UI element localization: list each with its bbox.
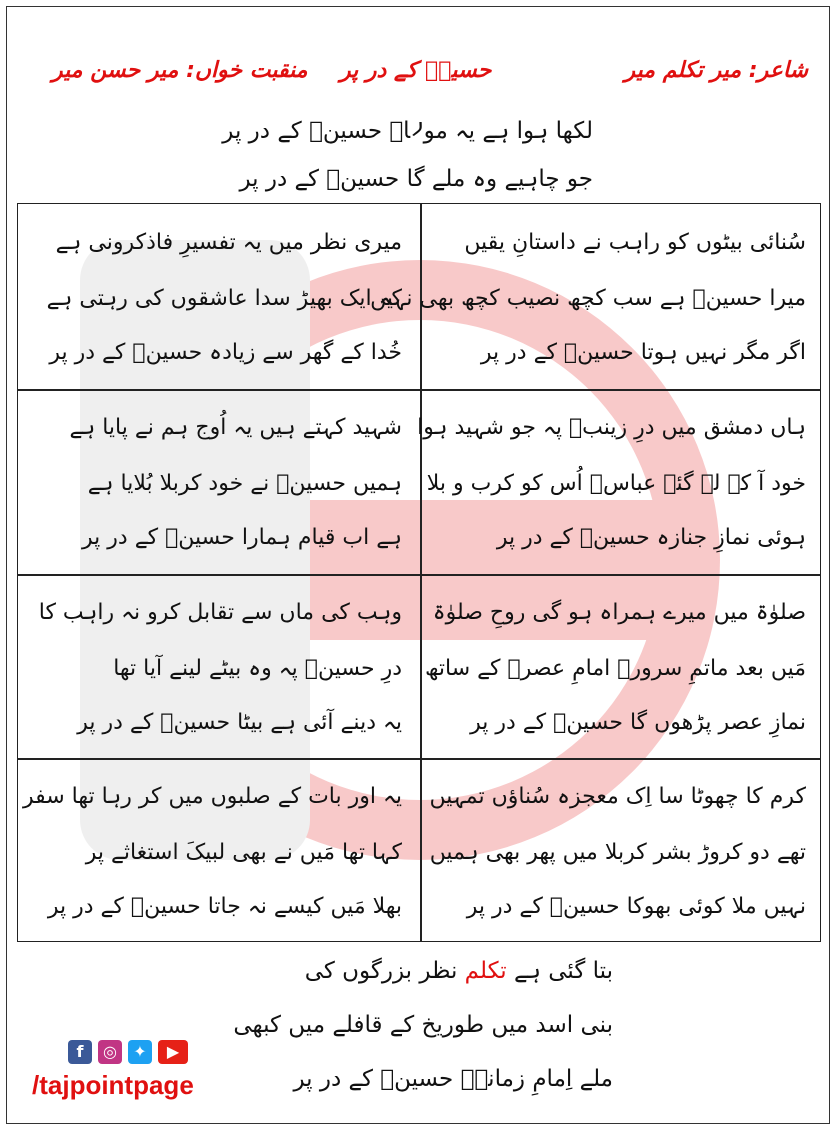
verse-grid bbox=[17, 203, 821, 942]
verse-line: درِ حسینؑ پہ وہ بیٹے لینے آیا تھا bbox=[113, 656, 402, 681]
verse-line: میری نظر میں یہ تفسیرِ فاذکرونی ہے bbox=[55, 230, 402, 255]
verse-line: شہید کہتے ہیں یہ اُوج ہم نے پایا ہے bbox=[69, 415, 402, 440]
instagram-icon[interactable]: ◎ bbox=[98, 1040, 122, 1064]
verse-line: کہا تھا مَیں نے بھی لبیکَ استغاثے پر bbox=[85, 840, 402, 865]
facebook-icon[interactable]: f bbox=[68, 1040, 92, 1064]
social-icons bbox=[68, 1040, 188, 1064]
verse-line: وہب کی ماں سے تقابل کرو نہ راہب کا bbox=[38, 600, 402, 625]
page-title: حسینؑ کے در پر bbox=[340, 58, 492, 83]
youtube-icon[interactable]: ▶ bbox=[158, 1040, 188, 1064]
row-divider bbox=[18, 574, 820, 576]
column-divider bbox=[420, 204, 422, 941]
row-divider bbox=[18, 758, 820, 760]
poet-credit: شاعر: میر تکلم میر bbox=[624, 58, 808, 83]
intro-line-1: لکھا ہوا ہے یہ مولاؑ حسینؑ کے در پر bbox=[222, 118, 593, 144]
poet-pen-name: تکلم bbox=[464, 958, 507, 984]
verse-line: تھے دو کروڑ بشر کربلا میں پھر بھی ہمیں bbox=[429, 840, 806, 865]
verse-line: خُدا کے گھر سے زیادہ حسینؑ کے در پر bbox=[49, 340, 402, 365]
verse-line: بھلا مَیں کیسے نہ جاتا حسینؑ کے در پر bbox=[47, 894, 402, 919]
verse-line: میرا حسینؑ ہے سب کچھ نصیب کچھ بھی نہیں bbox=[370, 286, 806, 311]
social-handle[interactable]: /tajpointpage bbox=[32, 1070, 194, 1100]
verse-line: ہوئی نمازِ جنازہ حسینؑ کے در پر bbox=[496, 525, 806, 550]
verse-line: ہاں دمشق میں درِ زینبؑ پہ جو شہید ہوا bbox=[417, 415, 806, 440]
verse-line: کرم کا چھوٹا سا اِک معجزہ سُناؤں تمہیں bbox=[429, 784, 806, 809]
closing-line-2: بنی اسد میں طوریخ کے قافلے میں کبھی bbox=[233, 1012, 613, 1038]
verse-line: کہ ایک بھیڑ سدا عاشقوں کی رہتی ہے bbox=[46, 286, 402, 311]
verse-line: ہے اب قیام ہمارا حسینؑ کے در پر bbox=[82, 525, 402, 550]
verse-line: نہیں ملا کوئی بھوکا حسینؑ کے در پر bbox=[466, 894, 806, 919]
verse-line: اگر مگر نہیں ہوتا حسینؑ کے در پر bbox=[480, 340, 806, 365]
intro-line-2: جو چاہیے وہ ملے گا حسینؑ کے در پر bbox=[239, 166, 593, 192]
closing-line-1-post: نظر بزرگوں کی bbox=[304, 958, 458, 984]
row-divider bbox=[18, 389, 820, 391]
verse-line: سُنائی بیٹوں کو راہب نے داستانِ یقیں bbox=[464, 230, 806, 255]
reciter-credit: منقبت خواں: میر حسن میر bbox=[52, 58, 308, 83]
twitter-icon[interactable]: ✦ bbox=[128, 1040, 152, 1064]
closing-line-3: ملے اِمامِ زمانہؑ حسینؑ کے در پر bbox=[293, 1066, 613, 1092]
closing-line-1 bbox=[305, 958, 613, 984]
closing-line-1-pre: بتا گئی ہے bbox=[514, 958, 613, 984]
verse-line: خود آ کے لے گئے عباسؑ اُس کو کرب و بلا bbox=[426, 471, 806, 496]
verse-line: مَیں بعد ماتمِ سرورؑ امامِ عصرؑ کے ساتھ bbox=[425, 656, 806, 681]
verse-line: ہمیں حسینؑ نے خود کربلا بُلایا ہے bbox=[87, 471, 402, 496]
verse-line: صلوٰۃ میں میرے ہمراہ ہو گی روحِ صلوٰۃ bbox=[432, 600, 806, 625]
verse-line: یہ اور بات کے صلبوں میں کر رہا تھا سفر bbox=[22, 784, 402, 809]
verse-line: یہ دینے آئی ہے بیٹا حسینؑ کے در پر bbox=[77, 710, 402, 735]
verse-line: نمازِ عصر پڑھوں گا حسینؑ کے در پر bbox=[470, 710, 806, 735]
